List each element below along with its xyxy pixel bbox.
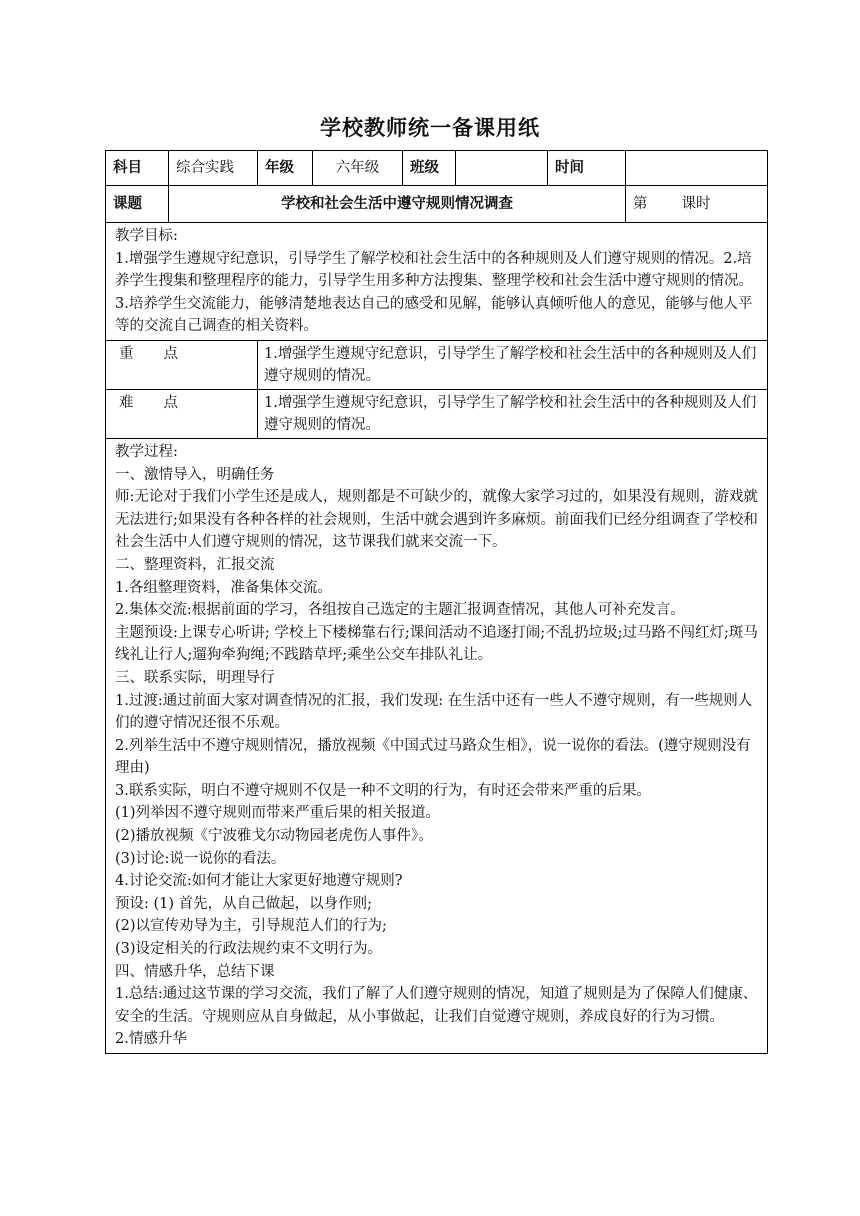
difficulty-text[interactable]: 1.增强学生遵规守纪意识，引导学生了解学校和社会生活中的各种规则及人们遵守规则的情况。 <box>258 389 768 438</box>
time-label: 时间 <box>548 151 626 186</box>
objectives-heading: 教学目标: <box>115 228 178 244</box>
key-point-row <box>106 340 768 389</box>
difficulty-label <box>106 389 258 438</box>
process-line: 4.讨论交流:如何才能让大家更好地遵守规则? <box>115 873 403 890</box>
header-row <box>106 151 768 186</box>
process-line: (3)讨论:说一说你的看法。 <box>115 850 286 867</box>
process-line: (3)设定相关的行政法规约束不文明行为。 <box>115 941 383 958</box>
process-line: 主题预设:上课专心听讲; 学校上下楼梯靠右行;课间活动不追逐打闹;不乱扔垃圾;过马路不闯红灯;斑马线礼让行人;遛狗牵狗绳;不践踏草坪;乘坐公交车排队礼让。 <box>115 624 758 664</box>
topic-value[interactable]: 学校和社会生活中遵守规则情况调查 <box>169 186 626 223</box>
class-label: 班级 <box>403 151 456 186</box>
process-line: 1.各组整理资料，准备集体交流。 <box>115 579 332 596</box>
process-line: 2.列举生活中不遵守规则情况，播放视频《中国式过马路众生相》，说一说你的看法。(遵守规则没有理由) <box>115 737 751 777</box>
process-line: 二、整理资料，汇报交流 <box>115 556 275 573</box>
process-line: (1)列举因不遵守规则而带来严重后果的相关报道。 <box>115 805 441 822</box>
key-point-text[interactable]: 1.增强学生遵规守纪意识，引导学生了解学校和社会生活中的各种规则及人们遵守规则的情况。 <box>258 340 768 389</box>
objectives-text: 1.增强学生遵规守纪意识，引导学生了解学校和社会生活中的各种规则及人们遵守规则的情况。2.培养学生搜集和整理程序的能力，引导学生用多种方法搜集、整理学校和社会生活中遵守规则的情况。3.培养学生交流能力，能够清楚地表达自己的感受和见解，能够认真倾听他人的意见，能够与他人平等的交流自己调查的相关资料。 <box>115 250 753 335</box>
topic-row <box>106 186 768 223</box>
key-point-label-b: 点 <box>163 345 178 362</box>
grade-value[interactable]: 六年级 <box>313 151 403 186</box>
time-value[interactable] <box>626 151 768 186</box>
process-line: (2)播放视频《宁波雅戈尔动物园老虎伤人事件》。 <box>115 828 433 845</box>
objectives-row <box>106 223 768 341</box>
difficulty-label-b: 点 <box>163 394 178 411</box>
topic-label: 课题 <box>106 186 169 223</box>
grade-label: 年级 <box>258 151 313 186</box>
subject-value[interactable]: 综合实践 <box>169 151 258 186</box>
process-line: 2.集体交流:根据前面的学习，各组按自己选定的主题汇报调查情况，其他人可补充发言。 <box>115 602 685 619</box>
process-line: 三、联系实际，明理导行 <box>115 669 275 686</box>
period-suffix: 课时 <box>681 196 711 212</box>
process-line: 预设: (1) 首先，从自己做起，以身作则; <box>115 895 373 912</box>
process-line: (2)以宣传劝导为主，引导规范人们的行为; <box>115 918 387 935</box>
process-line: 师:无论对于我们小学生还是成人，规则都是不可缺少的，就像大家学习过的，如果没有规则，游戏就无法进行;如果没有各种各样的社会规则，生活中就会遇到许多麻烦。前面我们已经分组调查了学校和社会生活中人们遵守规则的情况，这节课我们就来交流一下。 <box>115 489 758 551</box>
class-value[interactable] <box>456 151 548 186</box>
key-point-label-a: 重 <box>119 345 134 362</box>
difficulty-label-a: 难 <box>119 394 134 411</box>
process-line: 3.联系实际，明白不遵守规则不仅是一种不文明的行为，有时还会带来严重的后果。 <box>115 782 651 799</box>
process-line: 一、激情导入，明确任务 <box>115 466 275 483</box>
key-point-label <box>106 340 258 389</box>
objectives-cell[interactable] <box>106 223 768 341</box>
difficulty-row <box>106 389 768 438</box>
process-heading: 教学过程: <box>115 443 178 460</box>
process-cell[interactable] <box>106 438 768 1053</box>
lesson-plan-table <box>105 150 768 1054</box>
period-cell[interactable] <box>626 186 768 223</box>
subject-label: 科目 <box>106 151 169 186</box>
process-line: 1.总结:通过这节课的学习交流，我们了解了人们遵守规则的情况，知道了规则是为了保障人们健康、安全的生活。守规则应从自身做起，从小事做起，让我们自觉遵守规则，养成良好的行为习惯。 <box>115 986 758 1025</box>
process-line: 1.过渡:通过前面大家对调查情况的汇报，我们发现: 在生活中还有一些人不遵守规则，有一些规则人们的遵守情况还很不乐观。 <box>115 692 753 732</box>
document-title: 学校教师统一备课用纸 <box>320 116 540 140</box>
process-line: 四、情感升华，总结下课 <box>115 963 275 980</box>
process-line: 2.情感升华 <box>115 1031 187 1048</box>
period-prefix: 第 <box>633 196 648 212</box>
process-row <box>106 438 768 1053</box>
